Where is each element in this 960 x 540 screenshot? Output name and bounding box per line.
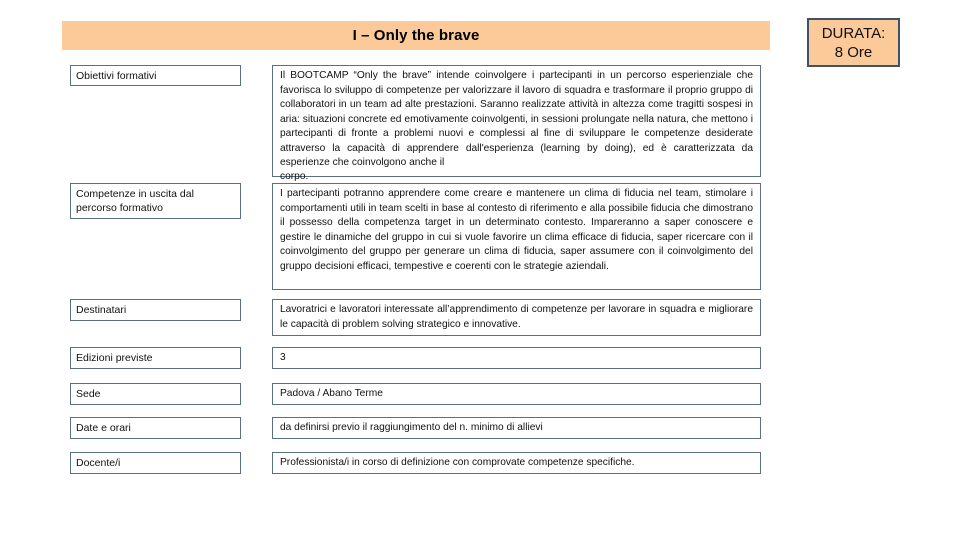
value-text: da definirsi previo il raggiungimento del n. minimo di allievi [280, 422, 543, 433]
row-label-sede [70, 383, 241, 405]
duration-label: DURATA: [821, 24, 886, 42]
value-text: I partecipanti potranno apprendere come creare e mantenere un clima di fiducia nel team, stimolare i comportamenti utili in team scelti in base al contesto di riferimento e alla possibile fiducia che dimostrano il possesso della competenza target in un determinato contesto. Impareranno a saper conoscere e gestire le dinamiche del gruppo in cui si vuole favorire un clima efficace di fiducia, saper ricercare con il coinvolgimento del gruppo per generare un clima di fiducia, saper assumere con il coinvolgimento del gruppo decisioni efficaci, tempestive e coerenti con le strategie aziendali. [280, 188, 753, 272]
label-text: Docente/i [76, 457, 121, 469]
page-title: I – Only the brave [352, 27, 480, 44]
value-text: 3 [280, 352, 286, 363]
row-value-sede [272, 383, 761, 405]
page-title-bar [62, 21, 770, 50]
row-value-docenti [272, 452, 761, 474]
label-text: Destinatari [76, 304, 127, 316]
row-label-destinatari [70, 299, 241, 321]
label-text: Edizioni previste [76, 352, 153, 364]
row-label-docenti [70, 452, 241, 474]
row-label-competenze [70, 183, 241, 219]
value-text: Lavoratrici e lavoratori interessate all’apprendimento di competenze per lavorare in squadra e migliorare le capacità di problem solving strategico e innovative. [280, 304, 753, 330]
label-text: Competenze in uscita dal percorso formativo [76, 188, 194, 214]
row-label-edizioni [70, 347, 241, 369]
row-label-obiettivi [70, 65, 241, 86]
row-value-destinatari [272, 299, 761, 336]
row-value-obiettivi [272, 65, 761, 177]
value-text: Padova / Abano Terme [280, 388, 383, 399]
label-text: Sede [76, 388, 101, 400]
label-text: Obiettivi formativi [76, 70, 157, 82]
duration-box [807, 18, 900, 67]
value-text: Professionista/i in corso di definizione con comprovate competenze specifiche. [280, 457, 635, 468]
value-text: Il BOOTCAMP “Only the brave” intende coinvolgere i partecipanti in un percorso esperienziale che favorisca lo sviluppo di competenze per valorizzare il lavoro di squadra e trasformare il proprio gruppo di collaboratori in un team ad alte prestazioni. Saranno realizzate attività in altezza come tragitti sospesi in aria: situazioni concrete ed emotivamente coinvolgenti, in sessioni prolungate nella natura, che mettono i partecipanti di fronte a problemi nuovi e complessi al fine di sviluppare le competenze desiderate attraverso la capacità di apprendere dall'esperienza (learning by doing), ed è caratterizzata da esperienze che coinvolgono anche il [280, 70, 753, 168]
row-value-competenze [272, 183, 761, 290]
row-value-edizioni [272, 347, 761, 369]
row-label-date-orari [70, 417, 241, 439]
duration-value: 8 Ore [834, 43, 873, 61]
row-value-obiettivi-overflow: corpo. [280, 171, 309, 182]
row-value-date-orari [272, 417, 761, 439]
label-text: Date e orari [76, 422, 131, 434]
